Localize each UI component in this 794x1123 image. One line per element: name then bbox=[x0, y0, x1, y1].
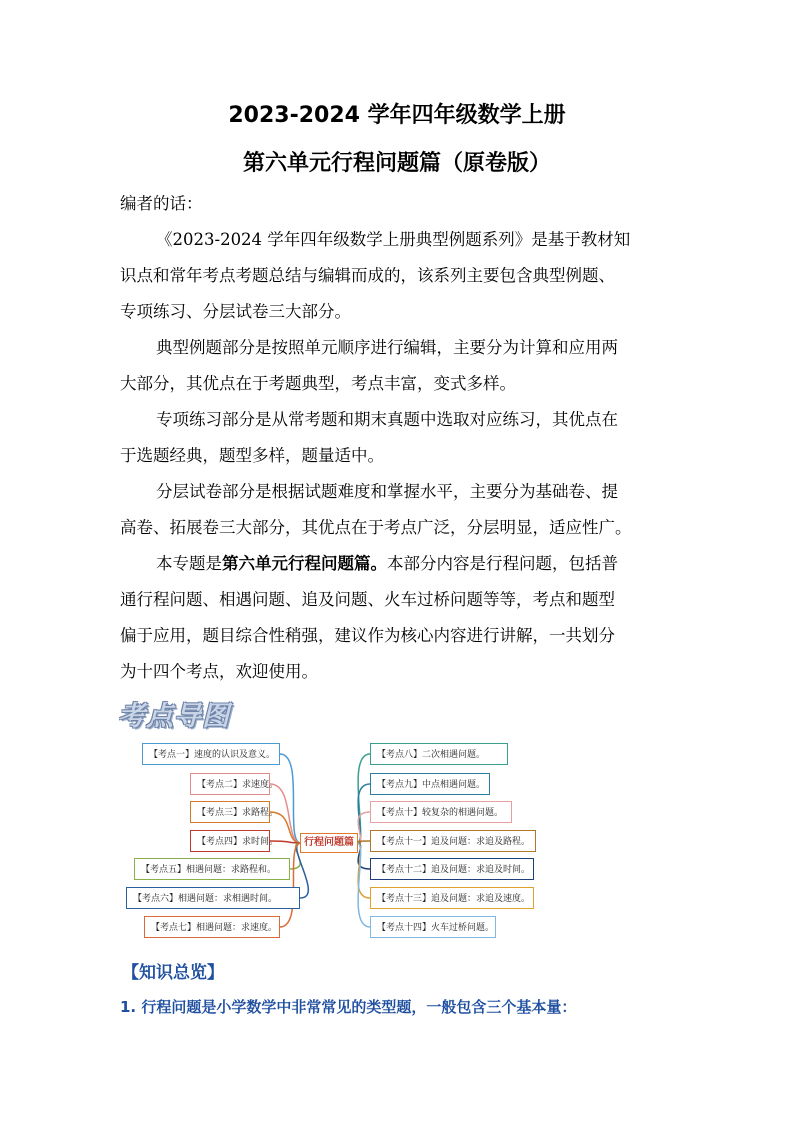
paragraph-series-intro bbox=[120, 222, 680, 330]
paragraph-line: 识点和常年考点考题总结与编辑而成的，该系列主要包含典型例题、 bbox=[120, 266, 615, 285]
mindmap-node-left: 【考点三】求路程。 bbox=[190, 801, 270, 823]
mindmap-node-left: 【考点七】相遇问题：求速度。 bbox=[144, 916, 280, 938]
paragraph-line: 大部分，其优点在于考题典型，考点丰富，变式多样。 bbox=[120, 374, 516, 393]
paragraph-line: 《2023-2024 学年四年级数学上册典型例题系列》是基于教材知 bbox=[156, 230, 631, 249]
paragraph-line: 偏于应用，题目综合性稍强，建议作为核心内容进行讲解，一共划分 bbox=[120, 626, 615, 645]
mindmap-node-left: 【考点二】求速度。 bbox=[190, 773, 270, 795]
mindmap-node-right: 【考点十三】追及问题：求追及速度。 bbox=[370, 887, 534, 909]
paragraph-line bbox=[120, 546, 680, 582]
topic-bold: 第六单元行程问题篇。 bbox=[222, 554, 387, 573]
mindmap-node-right: 【考点十二】追及问题：求追及时间。 bbox=[370, 858, 534, 880]
paragraph-topic bbox=[120, 546, 680, 690]
paragraph-line: 高卷、拓展卷三大部分，其优点在于考点广泛，分层明显，适应性广。 bbox=[120, 518, 632, 537]
paragraph-layered-tests bbox=[120, 474, 680, 546]
topic-lead: 本专题是 bbox=[156, 554, 222, 573]
overview-item-1: 1. 行程问题是小学数学中非常常见的类型题，一般包含三个基本量： bbox=[120, 998, 577, 1016]
editor-label-text: 编者的话： bbox=[120, 194, 203, 213]
paragraph-line: 典型例题部分是按照单元顺序进行编辑，主要分为计算和应用两 bbox=[156, 338, 618, 357]
title-line-1: 2023-2024 学年四年级数学上册 bbox=[228, 103, 566, 128]
mindmap-heading: 考点导图 bbox=[118, 701, 230, 732]
paragraph-line: 专项练习部分是从常考题和期末真题中选取对应练习，其优点在 bbox=[156, 410, 618, 429]
editor-label bbox=[120, 186, 680, 222]
title-line-2: 第六单元行程问题篇（原卷版） bbox=[242, 151, 551, 176]
paragraph-line: 专项练习、分层试卷三大部分。 bbox=[120, 302, 351, 321]
paragraph-line: 于选题经典，题型多样，题量适中。 bbox=[120, 446, 384, 465]
mindmap-node-left: 【考点五】相遇问题：求路程和。 bbox=[134, 858, 290, 880]
mindmap-node-right: 【考点八】二次相遇问题。 bbox=[370, 743, 508, 765]
mindmap bbox=[120, 735, 540, 945]
paragraph-line: 分层试卷部分是根据试题难度和掌握水平，主要分为基础卷、提 bbox=[156, 482, 618, 501]
mindmap-node-left: 【考点四】求时间。 bbox=[190, 830, 270, 852]
mindmap-node-right: 【考点九】中点相遇问题。 bbox=[370, 773, 490, 795]
mindmap-center: 行程问题篇 bbox=[300, 833, 358, 853]
paragraph-special-practice bbox=[120, 402, 680, 474]
mindmap-node-right: 【考点十一】追及问题：求追及路程。 bbox=[370, 830, 536, 852]
mindmap-node-right: 【考点十】较复杂的相遇问题。 bbox=[370, 801, 512, 823]
mindmap-node-right: 【考点十四】火车过桥问题。 bbox=[370, 916, 496, 938]
mindmap-node-left: 【考点六】相遇问题：求相遇时间。 bbox=[126, 887, 300, 909]
paragraph-line: 为十四个考点，欢迎使用。 bbox=[120, 662, 318, 681]
mindmap-node-left: 【考点一】速度的认识及意义。 bbox=[142, 743, 280, 765]
paragraph-line: 通行程问题、相遇问题、追及问题、火车过桥问题等等，考点和题型 bbox=[120, 590, 615, 609]
mindmap-connector bbox=[357, 812, 370, 843]
overview-heading: 【知识总览】 bbox=[122, 963, 224, 983]
topic-rest: 本部分内容是行程问题，包括普 bbox=[387, 554, 618, 573]
mindmap-connector bbox=[280, 754, 301, 843]
paragraph-typical-examples bbox=[120, 330, 680, 402]
